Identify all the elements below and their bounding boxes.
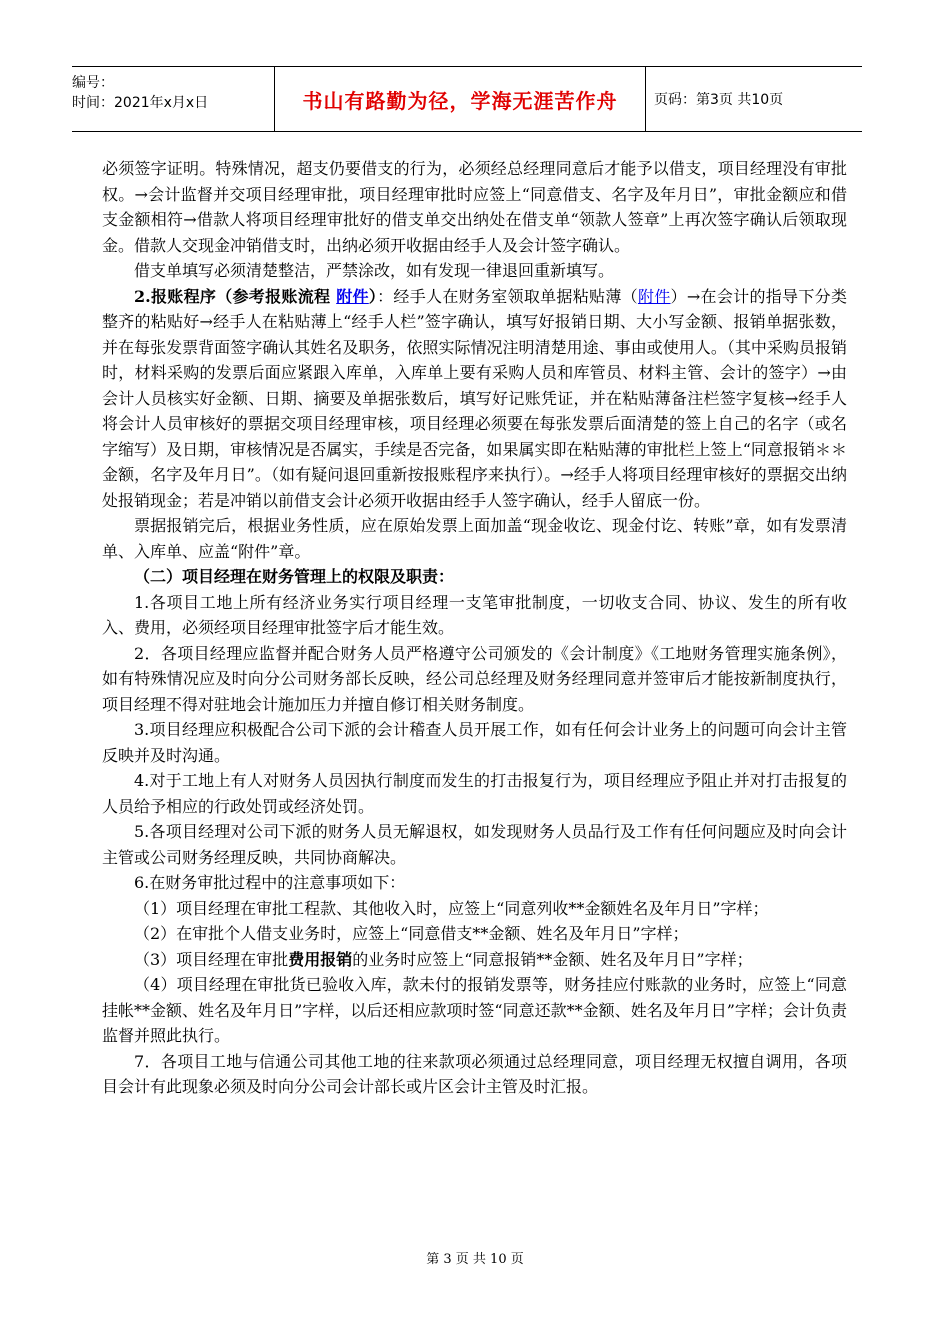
paragraph-reimbursement-procedure xyxy=(102,284,847,514)
doc-time-label: 时间：2021年x月x日 xyxy=(72,95,209,111)
section-heading-manager-authority: （二）项目经理在财务管理上的权限及职责： xyxy=(134,567,455,586)
paragraph-stamp-rule: 票据报销完后，根据业务性质，应在原始发票上面加盖“现金收讫、现金付讫、转账”章，如有发票清单、入库单、应盖“附件”章。 xyxy=(102,516,847,561)
sub-item-3-c: 的业务时应签上“同意报销**金额、姓名及年月日”字样； xyxy=(352,949,753,969)
doc-code-label: 编号： xyxy=(72,75,114,91)
sub-item-1: （1）项目经理在审批工程款、其他收入时，应签上“同意列收**金额姓名及年月日”字样； xyxy=(134,898,769,918)
list-item-1: 1.各项目工地上所有经济业务实行项目经理一支笔审批制度，一切收支合同、协议、发生的所有收入、费用，必须经项目经理审批签字后才能生效。 xyxy=(102,592,847,637)
list-item-3: 3.项目经理应积极配合公司下派的会计稽查人员开展工作，如有任何会计业务上的问题可向会计主管反映并及时沟通。 xyxy=(102,720,847,765)
sub-item-3-bold: 费用报销 xyxy=(288,949,353,969)
sub-item-3 xyxy=(102,947,847,973)
sub-item-3-a: （3）项目经理在审批 xyxy=(134,949,289,969)
list-item-5: 5.各项目经理对公司下派的财务人员无解退权，如发现财务人员品行及工作有任何问题应及时向会计主管或公司财务经理反映，共同协商解决。 xyxy=(102,822,847,867)
page-footer: 第 3 页 共 10 页 xyxy=(426,1252,524,1267)
header-motto: 书山有路勤为径，学海无涯苦作舟 xyxy=(302,88,618,113)
section-title-reimbursement: 2.报账程序（参考报账流程 xyxy=(134,286,337,306)
header-page-info: 页码：第3页 共10页 xyxy=(654,92,784,108)
sub-item-2: （2）在审批个人借支业务时，应签上“同意借支**金额、姓名及年月日”字样； xyxy=(134,924,689,943)
header-motto-cell xyxy=(274,67,646,131)
header-meta xyxy=(72,67,272,131)
reimbursement-text-a: ：经手人在财务室领取单据粘贴薄（ xyxy=(377,286,638,306)
attachment-link-flow[interactable]: 附件 xyxy=(336,286,369,306)
reimbursement-text-b: ）→在会计的指导下分类整齐的粘贴好→经手人在粘贴薄上“经手人栏”签字确认，填写好报销日期、大小写金额、报销单据张数，并在每张发票背面签字确认其姓名及职务，依照实际情况注明清楚用途、事由或使用人。（其中采购员报销时，材料采购的发票后面应紧跟入库单，入库单上要有采购人员和库管员、材料主管、会计的签字）→由会计人员核实好金额、日期、摘要及单据张数后，填写好记账凭证，并在粘贴薄备注栏签字复核→经手人将会计人员审核好的票据交项目经理审核，项目经理必须要在每张发票后面清楚的签上自己的名字（或名字缩写）及日期，审核情况是否属实，手续是否完备，如果属实即在粘贴薄的审批栏上签上“同意报销＊＊金额，名字及年月日”。（如有疑问退回重新按报账程序来执行）。→经手人将项目经理审核好的票据交出纳处报销现金；若是冲销以前借支会计必须开收据由经手人签字确认，经手人留底一份。 xyxy=(102,286,847,510)
list-item-2: 2．各项目经理应监督并配合财务人员严格遵守公司颁发的《会计制度》《工地财务管理实施条例》，如有特殊情况应及时向分公司财务部长反映，经公司总经理及财务经理同意并签审后才能按新制度执行，项目经理不得对驻地会计施加压力并擅自修订相关财务制度。 xyxy=(102,643,847,714)
list-item-6: 6.在财务审批过程中的注意事项如下： xyxy=(134,873,406,892)
paragraph-borrowing-form-rule: 借支单填写必须清楚整洁，严禁涂改，如有发现一律退回重新填写。 xyxy=(134,261,615,280)
page-header xyxy=(72,66,862,132)
document-body xyxy=(102,156,847,1100)
section-title-close: ） xyxy=(368,286,378,306)
list-item-4: 4.对于工地上有人对财务人员因执行制度而发生的打击报复行为，项目经理应予阻止并对打击报复的人员给予相应的行政处罚或经济处罚。 xyxy=(102,771,847,816)
paragraph-borrowing-continued: 必须签字证明。特殊情况，超支仍要借支的行为，必须经总经理同意后才能予以借支，项目经理没有审批权。→会计监督并交项目经理审批，项目经理审批时应签上“同意借支、名字及年月日”，审批金额应和借支金额相符→借款人将项目经理审批好的借支单交出纳处在借支单“领款人签章”上再次签字确认后领取现金。借款人交现金冲销借支时，出纳必须开收据由经手人及会计签字确认。 xyxy=(102,159,847,255)
attachment-link-booklet[interactable]: 附件 xyxy=(637,286,671,306)
sub-item-4: （4）项目经理在审批货已验收入库，款未付的报销发票等，财务挂应付账款的业务时，应签上“同意挂帐**金额、姓名及年月日”字样，以后还相应款项时签“同意还款**金额、姓名及年月日”字样；会计负责监督并照此执行。 xyxy=(102,975,847,1045)
list-item-7: 7．各项目工地与信通公司其他工地的往来款项必须通过总经理同意，项目经理无权擅自调用，各项目会计有此现象必须及时向分公司会计部长或片区会计主管及时汇报。 xyxy=(102,1051,847,1096)
